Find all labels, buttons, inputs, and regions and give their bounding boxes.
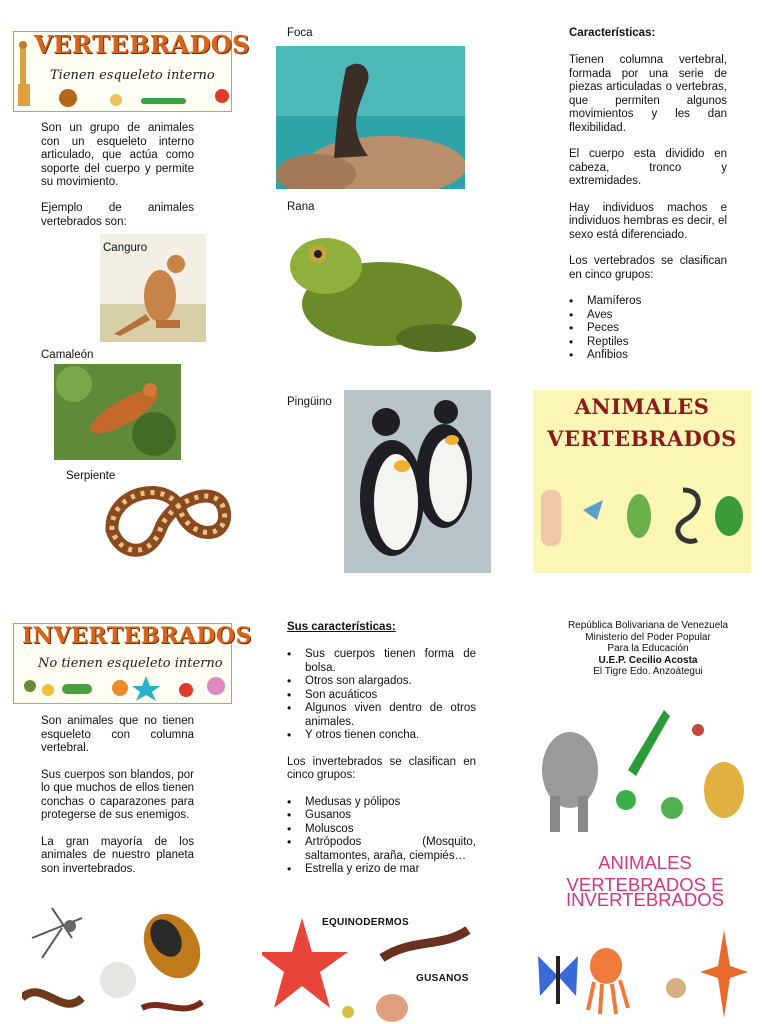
vertebrados-example-heading: Ejemplo de animales vertebrados son: (41, 202, 194, 228)
invertebrados-p3: La gran mayoría de los animales de nuestro planeta son invertebrados. (41, 835, 194, 875)
snake-picture (100, 470, 234, 564)
img-label-equinodermos: EQUINODERMOS (322, 917, 409, 928)
list-item: • Peces (569, 322, 727, 336)
insects-illustration (22, 898, 242, 1024)
vertebrados-banner-subtitle: Tienen esqueleto interno (50, 68, 215, 83)
img-label-gusanos: GUSANOS (416, 973, 469, 984)
poster-line2: VERTEBRADOS (547, 426, 737, 451)
invertebrados-classify: Los invertebrados se clasifican en cinco grupos: (287, 755, 476, 781)
caracteristicas-p4: Los vertebrados se clasifican en cinco grupos: (569, 255, 727, 281)
snake-illustration (100, 470, 234, 564)
list-item: • Gusanos (287, 809, 476, 823)
banner-bugs-illustration (16, 672, 231, 702)
invertebrados-banner-subtitle: No tienen esqueleto interno (38, 656, 223, 671)
vertebrados-banner-title: VERTEBRADOS (34, 30, 250, 59)
invertebrados-banner (13, 623, 252, 704)
echinoderms-worms-picture (262, 908, 478, 1024)
list-item: • Y otros tienen concha. (287, 729, 476, 743)
list-item: • Artrópodos (Mosquito, saltamontes, araña, ciempiés… (287, 836, 476, 863)
label-serpiente: Serpiente (66, 470, 116, 482)
invertebrate-groups-list (287, 796, 476, 877)
list-item: • Reptiles (569, 336, 727, 350)
penguins-picture (344, 390, 491, 573)
invertebrados-p2: Sus cuerpos son blandos, por lo que muchos de ellos tienen conchas o caparazones para protegerse de sus enemigos. (41, 768, 194, 821)
chameleon-illustration (54, 364, 181, 460)
list-item: • Mamíferos (569, 295, 727, 309)
list-item: • Aves (569, 309, 727, 323)
invertebrados-banner-title: INVERTEBRADOS (22, 623, 252, 649)
header-line: República Bolivariana de Venezuela (567, 620, 729, 631)
invertebrados-intro (41, 715, 194, 889)
school-location: El Tigre Edo. Anzoátegui (593, 666, 703, 677)
vertebrados-banner (13, 30, 250, 112)
list-item: • Estrella y erizo de mar (287, 863, 476, 877)
list-item: • Sus cuerpos tienen forma de bolsa. (287, 648, 476, 675)
cover-animals-picture (534, 700, 754, 840)
label-rana: Rana (287, 201, 315, 213)
cover-invertebrates-picture (534, 926, 754, 1024)
list-item: • Algunos viven dentro de otros animales. (287, 702, 476, 729)
caracteristicas-heading: Características: (569, 27, 656, 39)
invertebrados-p1: Son animales que no tienen esqueleto con columna vertebral. (41, 715, 194, 754)
header-line: Ministerio del Poder Popular (585, 631, 711, 643)
frog-illustration (286, 226, 478, 368)
caracteristicas-p1: Tienen columna vertebral, formada por una serie de piezas articuladas o vertebras, que permiten algunos movimientos y les dan flexibilidad. (569, 54, 727, 134)
sus-caracteristicas-heading: Sus características: (287, 621, 396, 633)
caracteristicas-p2: El cuerpo esta dividido en cabeza, tronco y extremidades. (569, 148, 727, 187)
vertebrados-intro: Son un grupo de animales con un esqueleto interno articulado, que actúa como soporte del cuerpo y permite su movimiento. (41, 122, 194, 188)
label-pinguino: Pingüino (287, 396, 332, 408)
insects-picture (22, 898, 242, 1024)
school-header (548, 620, 748, 678)
list-item: • Medusas y pólipos (287, 796, 476, 810)
cover-title-line1: ANIMALES VERTEBRADOS E (566, 852, 724, 895)
label-canguro: Canguro (103, 242, 148, 254)
cover-title-line2: INVERTEBRADOS (566, 889, 724, 910)
list-item: • Otros son alargados. (287, 675, 476, 689)
list-item: • Moluscos (287, 823, 476, 837)
label-camaleon: Camaleón (41, 349, 94, 361)
seal-picture (276, 46, 465, 189)
vertebrate-groups-list (569, 295, 727, 363)
header-line: Para la Educación (607, 643, 689, 654)
penguins-illustration (344, 390, 491, 573)
poster-line1: ANIMALES (574, 394, 710, 419)
banner-animals-illustration (16, 36, 231, 111)
seal-illustration (276, 46, 465, 189)
chameleon-picture (54, 364, 181, 460)
label-foca: Foca (287, 27, 313, 39)
list-item: • Son acuáticos (287, 689, 476, 703)
caracteristicas-p3: Hay individuos machos e individuos hembras es decir, el sexo está diferenciado. (569, 201, 727, 241)
vertebrados-poster (533, 390, 751, 573)
poster-animals-illustration (533, 470, 751, 570)
frog-picture (286, 226, 478, 368)
cover-animals-illustration (534, 700, 754, 840)
invertebrate-traits-list (287, 648, 476, 743)
school-name: U.E.P. Cecilio Acosta (598, 654, 698, 666)
list-item: • Anfibios (569, 349, 727, 363)
invertebrados-text (287, 648, 476, 877)
caracteristicas-text (569, 54, 727, 363)
cover-invertebrates-illustration (534, 926, 754, 1024)
